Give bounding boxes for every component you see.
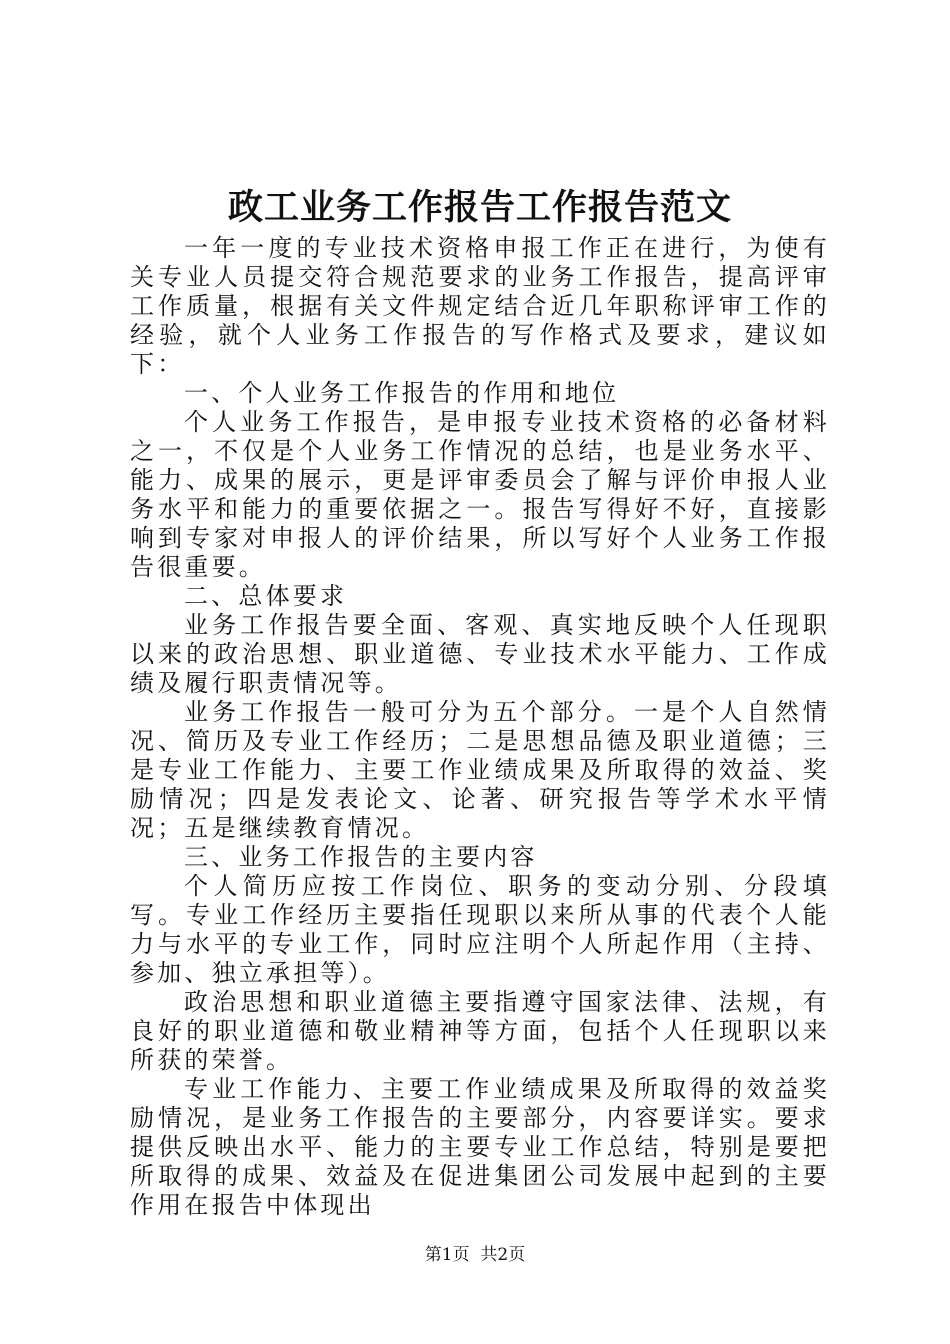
section-1-paragraph: 个人业务工作报告，是申报专业技术资格的必备材料之一，不仅是个人业务工作情况的总结，也是业务水平、能力、成果的展示，更是评审委员会了解与评价申报人业务水平和能力的重要依据之一。报告写得好不好，直接影响到专家对申报人的评价结果，所以写好个人业务工作报告很重要。	[130, 408, 830, 581]
document-body	[130, 234, 830, 1220]
page-footer	[0, 1244, 950, 1266]
section-3-paragraph-3: 专业工作能力、主要工作业绩成果及所取得的效益奖励情况，是业务工作报告的主要部分，内容要详实。要求提供反映出水平、能力的主要专业工作总结，特别是要把所取得的成果、效益及在促进集团公司发展中起到的主要作用在报告中体现出	[130, 1075, 830, 1219]
section-2-paragraph-2: 业务工作报告一般可分为五个部分。一是个人自然情况、简历及专业工作经历；二是思想品德及职业道德；三是专业工作能力、主要工作业绩成果及所取得的效益、奖励情况；四是发表论文、论著、研究报告等学术水平情况；五是继续教育情况。	[130, 698, 830, 842]
section-3-paragraph-1: 个人简历应按工作岗位、职务的变动分别、分段填写。专业工作经历主要指任现职以来所从事的代表个人能力与水平的专业工作，同时应注明个人所起作用（主持、参加、独立承担等）。	[130, 872, 830, 987]
section-heading-1: 一、个人业务工作报告的作用和地位	[184, 379, 620, 407]
page-total: 共2页	[480, 1245, 526, 1265]
document-title: 政工业务工作报告工作报告范文	[227, 187, 732, 228]
section-2-paragraph-1: 业务工作报告要全面、客观、真实地反映个人任现职以来的政治思想、职业道德、专业技术水平能力、工作成绩及履行职责情况等。	[130, 611, 830, 697]
section-3-paragraph-2: 政治思想和职业道德主要指遵守国家法律、法规，有良好的职业道德和敬业精神等方面，包括个人任现职以来所获的荣誉。	[130, 988, 830, 1074]
section-heading-3: 三、业务工作报告的主要内容	[184, 843, 538, 871]
section-heading-2: 二、总体要求	[184, 582, 348, 610]
intro-paragraph: 一年一度的专业技术资格申报工作正在进行，为使有关专业人员提交符合规范要求的业务工作报告，提高评审工作质量，根据有关文件规定结合近几年职称评审工作的经验，就个人业务工作报告的写作格式及要求，建议如下：	[130, 234, 830, 378]
page-number: 第1页	[424, 1245, 470, 1265]
